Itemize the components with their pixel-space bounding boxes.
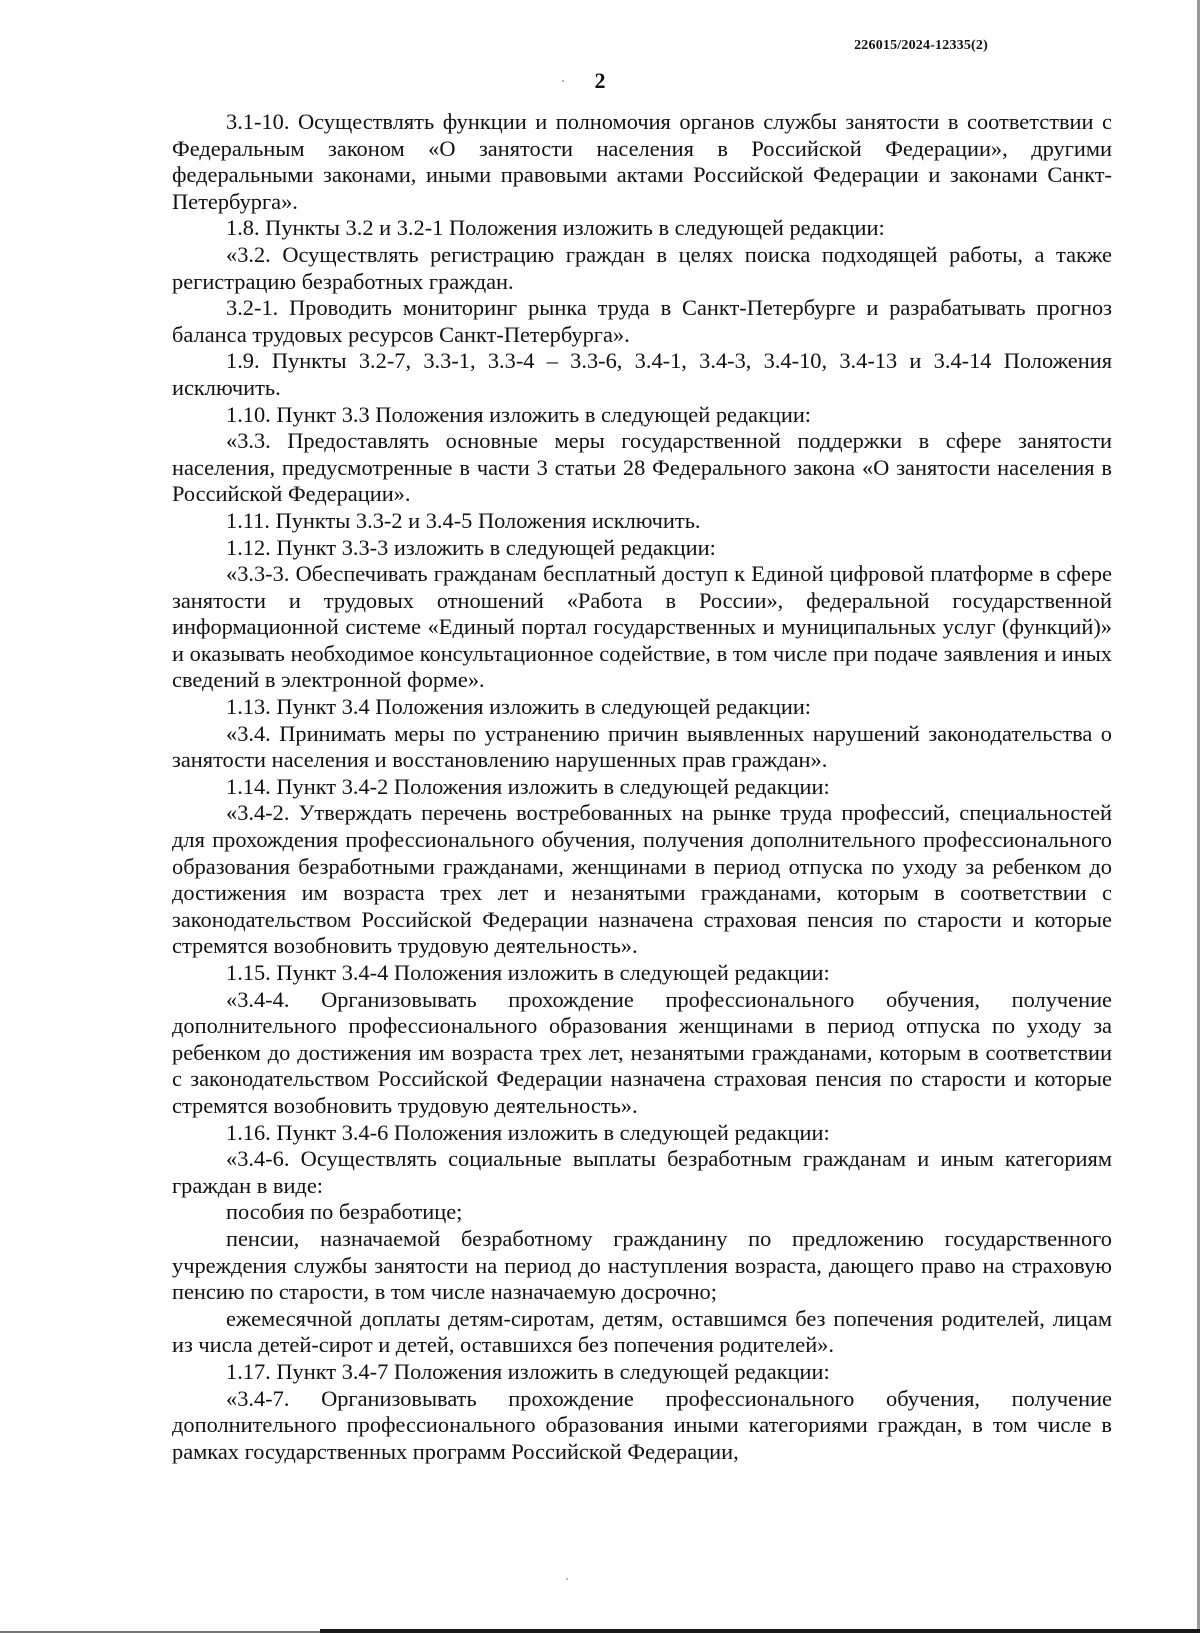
scan-bottom-edge xyxy=(320,1629,1200,1633)
paragraph-1-17: 1.17. Пункт 3.4-7 Положения изложить в следующей редакции: xyxy=(226,1358,830,1384)
paragraph-1-12: 1.12. Пункт 3.3-3 изложить в следующей редакции: xyxy=(226,534,716,560)
paragraph-3-4-7: «3.4-7. Организовывать прохождение профессионального обучения, получение дополнительного профессионального образования иными категориями граждан, в том числе в рамках государственных программ Российской Федерации, xyxy=(172,1385,1112,1464)
paragraph-3-3-3: «3.3-3. Обеспечивать гражданам бесплатный доступ к Единой цифровой платформе в сфере занятости и трудовых отношений «Работа в России», федеральной государственной информационной системе «Единый портал государственных и муниципальных услуг (функций)» и оказывать необходимое консультационное содействие, в том числе при подаче заявления и иных сведений в электронной форме». xyxy=(172,561,1112,693)
paragraph-3-3: «3.3. Предоставлять основные меры государственной поддержки в сфере занятости населения, предусмотренные в части 3 статьи 28 Федерального закона «О занятости населения в Российской Федерации». xyxy=(172,428,1112,507)
paragraph-3-4-4: «3.4-4. Организовывать прохождение профессионального обучения, получение дополнительного профессионального образования женщинами в период отпуска по уходу за ребенком до достижения им возраста трех лет, незанятыми гражданами, которым в соответствии с законодательством Российской Федерации назначена страховая пенсия по старости и которые стремятся возобновить трудовую деятельность». xyxy=(172,986,1112,1118)
scan-speck xyxy=(562,80,564,82)
paragraph-3-4-6: «3.4-6. Осуществлять социальные выплаты безработным гражданам и иным категориям граждан в виде: xyxy=(172,1146,1112,1198)
paragraph-3-1-10: 3.1-10. Осуществлять функции и полномочия органов службы занятости в соответствии с Федеральным законом «О занятости населения в Российской Федерации», другими федеральными законами, иными правовыми актами Российской Федерации и законами Санкт-Петербурга». xyxy=(172,109,1112,214)
document-body xyxy=(172,109,1112,1465)
scan-speck xyxy=(566,1578,568,1580)
paragraph-3-2-1: 3.2-1. Проводить мониторинг рынка труда в Санкт-Петербурге и разрабатывать прогноз баланса трудовых ресурсов Санкт-Петербурга». xyxy=(172,295,1112,347)
paragraph-3-4: «3.4. Принимать меры по устранению причин выявленных нарушений законодательства о занятости населения и восстановлению нарушенных прав граждан». xyxy=(172,720,1112,773)
paragraph-1-10: 1.10. Пункт 3.3 Положения изложить в следующей редакции: xyxy=(226,401,812,427)
paragraph-1-9: 1.9. Пункты 3.2-7, 3.3-1, 3.3-4 – 3.3-6, 3.4-1, 3.4-3, 3.4-10, 3.4-13 и 3.4-14 Положения исключить. xyxy=(172,348,1112,400)
paragraph-1-8: 1.8. Пункты 3.2 и 3.2-1 Положения изложить в следующей редакции: xyxy=(226,215,885,241)
paragraph-3-4-2: «3.4-2. Утверждать перечень востребованных на рынке труда профессий, специальностей для прохождения профессионального обучения, получения дополнительного профессионального образования безработными гражданами, женщинами в период отпуска по уходу за ребенком до достижения им возраста трех лет и незанятыми гражданами, которым в соответствии с законодательством Российской Федерации назначена страховая пенсия по старости и которые стремятся возобновить трудовую деятельность». xyxy=(172,800,1112,959)
paragraph-1-15: 1.15. Пункт 3.4-4 Положения изложить в следующей редакции: xyxy=(226,960,830,985)
paragraph-unemployment-benefit: пособия по безработице; xyxy=(226,1199,463,1225)
document-registration-number: 226015/2024-12335(2) xyxy=(854,38,988,53)
paragraph-monthly-allowance: ежемесячной доплаты детям-сиротам, детям, оставшимся без попечения родителей, лицам из числа детей-сирот и детей, оставшихся без попечения родителей». xyxy=(172,1305,1112,1358)
paragraph-1-13: 1.13. Пункт 3.4 Положения изложить в следующей редакции: xyxy=(226,694,812,720)
paragraph-pension: пенсии, назначаемой безработному гражданину по предложению государственного учреждения службы занятости на период до наступления возраста, дающего право на страховую пенсию по старости, в том числе назначаемую досрочно; xyxy=(172,1225,1112,1305)
paragraph-1-14: 1.14. Пункт 3.4-2 Положения изложить в следующей редакции: xyxy=(226,773,830,799)
page-number: 2 xyxy=(594,68,606,93)
paragraph-1-11: 1.11. Пункты 3.3-2 и 3.4-5 Положения исключить. xyxy=(226,507,701,533)
paragraph-3-2: «3.2. Осуществлять регистрацию граждан в целях поиска подходящей работы, а также регистрацию безработных граждан. xyxy=(172,241,1112,294)
paragraph-1-16: 1.16. Пункт 3.4-6 Положения изложить в следующей редакции: xyxy=(226,1119,830,1145)
